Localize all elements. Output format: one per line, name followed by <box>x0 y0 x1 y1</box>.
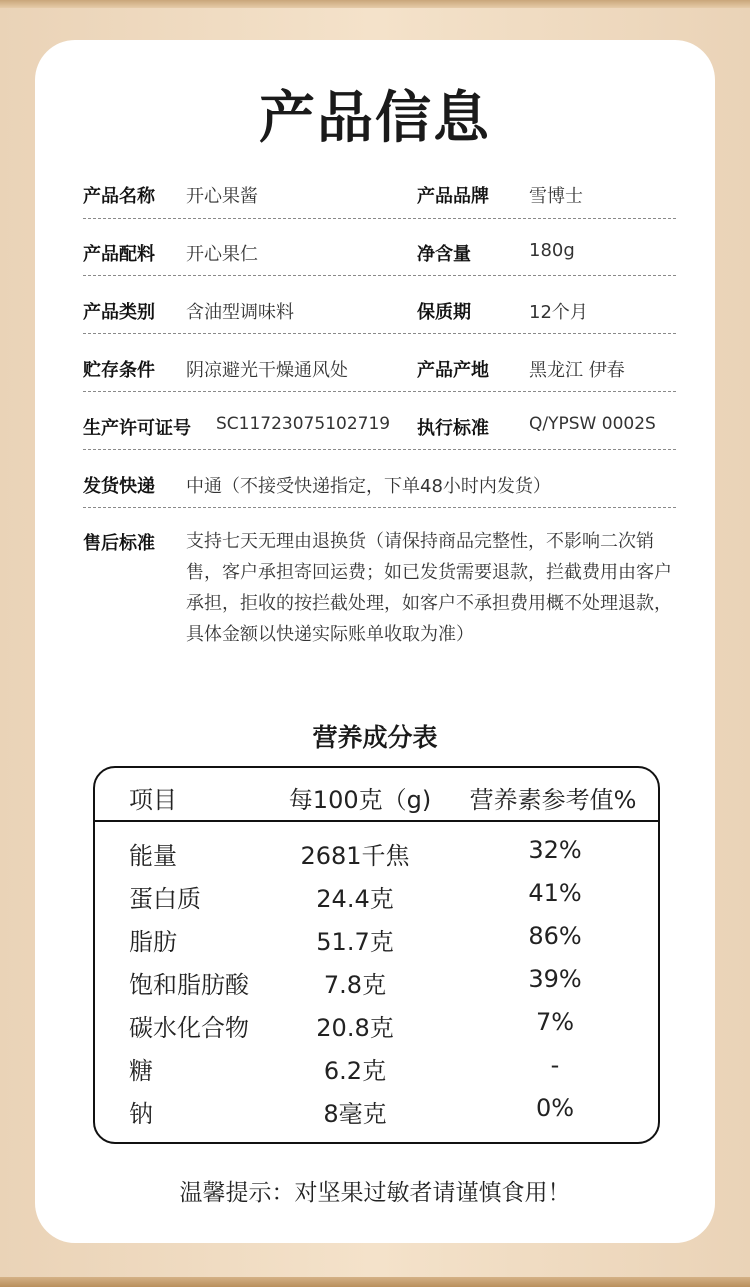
top-border <box>0 0 750 8</box>
nutrient-nrv: - <box>550 1051 560 1079</box>
shipping-value: 中通（不接受快递指定，下单48小时内发货） <box>186 476 551 497</box>
info-label: 产品配料 <box>83 244 155 265</box>
nutrient-nrv: 0% <box>535 1094 575 1122</box>
info-row <box>83 168 676 219</box>
nutrient-amount: 8毫克 <box>323 1100 387 1128</box>
info-value: Q/YPSW 0002S <box>529 414 656 434</box>
info-label: 产品品牌 <box>417 186 489 207</box>
info-label: 产品产地 <box>417 360 489 381</box>
nutrient-amount: 7.8克 <box>323 971 387 999</box>
info-value: 开心果仁 <box>186 244 258 265</box>
aftersale-text: 支持七天无理由退换货（请保持商品完整性，不影响二次销售，客户承担寄回运费；如已发货需要退款，拦截费用由客户承担，拒收的按拦截处理，如客户不承担费用概不处理退款，具体金额以快递实际账单收取为准） <box>186 531 672 645</box>
info-value: 开心果酱 <box>186 186 258 207</box>
nutrient-amount: 2681千焦 <box>300 842 410 870</box>
info-row <box>83 284 676 334</box>
nutrient-name: 钠 <box>129 1100 153 1128</box>
info-row <box>83 400 676 450</box>
info-label: 净含量 <box>417 244 471 265</box>
nutrient-nrv: 86% <box>528 922 582 950</box>
info-label: 产品名称 <box>83 186 155 207</box>
nutrient-name: 糖 <box>129 1057 153 1085</box>
info-label: 贮存条件 <box>83 360 155 381</box>
nutrition-header-divider <box>95 820 658 822</box>
nutrition-title: 营养成分表 <box>312 723 438 752</box>
info-value: 黑龙江 伊春 <box>529 360 625 381</box>
nutrient-amount: 6.2克 <box>323 1057 387 1085</box>
info-label: 产品类别 <box>83 302 155 323</box>
info-value: 含油型调味料 <box>186 302 294 323</box>
page-title: 产品信息 <box>259 85 491 151</box>
nutrient-name: 碳水化合物 <box>129 1014 249 1042</box>
nutrient-nrv: 32% <box>528 836 582 864</box>
info-row <box>83 226 676 276</box>
nutrition-header-item: 项目 <box>129 786 177 814</box>
table-row <box>95 1094 658 1130</box>
nutrient-amount: 20.8克 <box>316 1014 394 1042</box>
nutrient-amount: 24.4克 <box>316 885 394 913</box>
shipping-row <box>83 458 676 508</box>
nutrient-name: 脂肪 <box>129 928 177 956</box>
table-row <box>95 1051 658 1087</box>
nutrient-name: 蛋白质 <box>129 885 201 913</box>
nutrient-nrv: 39% <box>528 965 582 993</box>
table-row <box>95 1008 658 1044</box>
nutrient-nrv: 7% <box>535 1008 575 1036</box>
table-row <box>95 879 658 915</box>
info-value: 阴凉避光干燥通风处 <box>186 360 348 381</box>
shipping-label: 发货快递 <box>83 476 155 497</box>
info-label: 保质期 <box>417 302 471 323</box>
allergy-tip: 温馨提示：对坚果过敏者请谨慎食用！ <box>179 1180 571 1206</box>
info-value: 雪博士 <box>529 186 583 207</box>
nutrition-header-nrv: 营养素参考值% <box>469 786 637 814</box>
nutrient-amount: 51.7克 <box>316 928 394 956</box>
info-label: 执行标准 <box>417 418 489 439</box>
nutrient-name: 饱和脂肪酸 <box>129 971 249 999</box>
nutrient-nrv: 41% <box>528 879 582 907</box>
info-value: SC11723075102719 <box>216 414 391 434</box>
nutrition-header-per100g: 每100克（g) <box>288 786 432 814</box>
info-row <box>83 342 676 392</box>
table-row <box>95 965 658 1001</box>
info-label: 生产许可证号 <box>83 418 191 439</box>
info-value: 12个月 <box>529 302 588 323</box>
nutrient-name: 能量 <box>129 842 177 870</box>
table-row <box>95 922 658 958</box>
bottom-border <box>0 1277 750 1287</box>
table-row <box>95 836 658 872</box>
aftersale-label: 售后标准 <box>83 533 155 554</box>
nutrition-table <box>93 766 660 1144</box>
aftersale-block <box>83 526 676 691</box>
info-value: 180g <box>529 240 575 261</box>
